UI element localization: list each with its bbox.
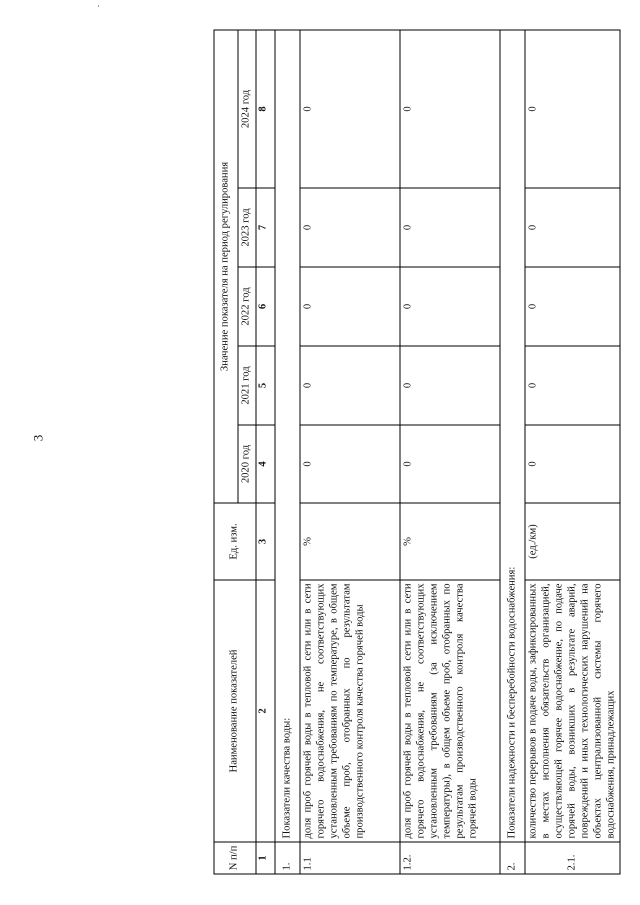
row-value: 0: [300, 425, 400, 503]
corner-mark: ˋ: [92, 3, 101, 16]
row-number: 1.2.: [400, 842, 500, 874]
row-indicator-name: доля проб горячей воды в тепловой сети или в сети горячего водоснабжения, не соответствующих установленным требованиям по температуре, в общем объеме проб, отобранных по результатам производственного контроля качества горячей воды: [300, 580, 400, 842]
column-number: 3: [256, 503, 275, 580]
table-row: [300, 30, 400, 874]
row-value: 0: [300, 346, 400, 425]
section-row: [500, 30, 525, 874]
section-number: 1.: [275, 842, 300, 874]
table-row: [525, 30, 620, 874]
section-title: Показатели надежности и бесперебойности водоснабжения:: [500, 30, 525, 842]
column-number: 4: [256, 425, 275, 503]
section-title: Показатели качества воды:: [275, 30, 300, 842]
row-value: 0: [525, 425, 620, 503]
header-year: 2020 год: [238, 425, 256, 503]
rotated-table-sheet: [214, 31, 617, 875]
column-number: 5: [256, 346, 275, 425]
header-year: 2021 год: [238, 346, 256, 425]
table-row: [400, 30, 500, 874]
column-number: 7: [256, 188, 275, 267]
header-year: 2023 год: [238, 188, 256, 267]
row-value: 0: [300, 188, 400, 267]
section-row: [275, 30, 300, 874]
row-value: 0: [525, 267, 620, 346]
row-value: 0: [400, 346, 500, 425]
row-number: 1.1: [300, 842, 400, 874]
header-period: Значение показателя на период регулирования: [214, 30, 238, 503]
row-value: 0: [300, 30, 400, 188]
row-unit: (ед./км): [525, 503, 620, 580]
header-num: N п/п: [214, 842, 256, 874]
section-number: 2.: [500, 842, 525, 874]
column-number-row: [256, 30, 275, 874]
row-value: 0: [400, 267, 500, 346]
column-number: 6: [256, 267, 275, 346]
row-value: 0: [400, 188, 500, 267]
header-name: Наименование показателей: [214, 580, 256, 842]
row-value: 0: [525, 188, 620, 267]
column-number: 2: [256, 580, 275, 842]
header-row-1: [214, 30, 238, 874]
indicators-table: [214, 29, 621, 874]
row-number: 2.1.: [525, 842, 620, 874]
row-value: 0: [525, 346, 620, 425]
row-unit: %: [300, 503, 400, 580]
row-value: 0: [525, 30, 620, 188]
row-value: 0: [400, 30, 500, 188]
header-year: 2022 год: [238, 267, 256, 346]
row-value: 0: [400, 425, 500, 503]
row-unit: %: [400, 503, 500, 580]
header-year: 2024 год: [238, 30, 256, 188]
page-number: 3: [30, 434, 46, 442]
column-number: 8: [256, 30, 275, 188]
row-indicator-name: доля проб горячей воды в тепловой сети или в сети горячего водоснабжения, не соответствующих установленным требованиям (за исключением температуры), в общем объеме проб, отобранных по результатам производственного контроля качества горячей воды: [400, 580, 500, 842]
header-unit: Ед. изм.: [214, 503, 256, 580]
row-indicator-name: количество перерывов в подаче воды, зафиксированных в местах исполнения обязательств организацией, осуществляющей горячее водоснабжение, по подаче горячей воды, возникших в результате аварий, повреждений и иных технологических нарушений на объектах централизованной системы горячего водоснабжения, принадлежащих: [525, 580, 620, 842]
row-value: 0: [300, 267, 400, 346]
column-number: 1: [256, 842, 275, 874]
